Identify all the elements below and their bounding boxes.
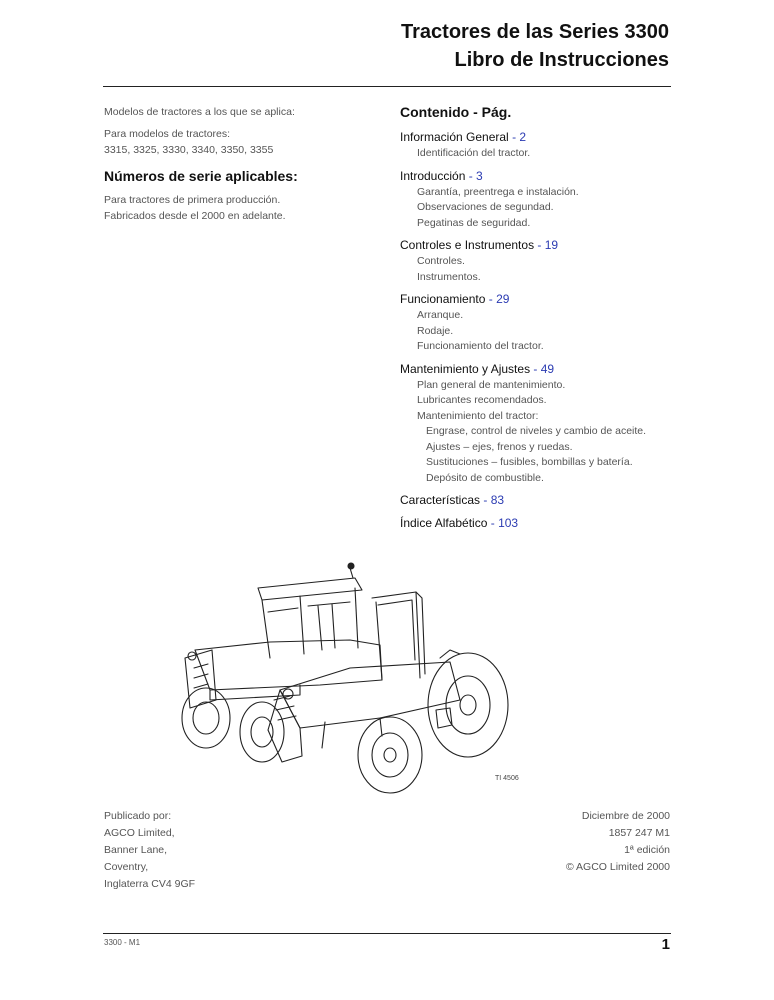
toc-section-title [400,515,700,532]
edition-block [566,808,670,876]
title-line-2: Libro de Instrucciones [454,49,669,71]
toc-section [400,129,700,162]
toc-page-link[interactable]: 19 [544,238,559,252]
toc-separator: - [485,292,497,306]
publisher-line: Publicado por: [104,810,172,822]
toc-section [400,291,700,355]
toc-item: Identificación del tractor. [417,147,531,159]
models-list: 3315, 3325, 3330, 3340, 3350, 3355 [104,144,274,156]
edition-number: 1ª edición [624,844,670,856]
document-title [401,18,669,74]
toc-page-link[interactable]: 3 [476,168,483,183]
models-intro: Modelos de tractores a los que se aplica: [104,106,295,118]
footer-rule [103,933,671,934]
toc-item: Engrase, control de niveles y cambio de aceite. [426,425,647,437]
models-for: Para modelos de tractores: [104,128,231,140]
platform-tractor-drawing [268,592,508,793]
contents-heading: Contenido - Pág. [400,104,512,120]
toc-section-label: Funcionamiento [400,292,486,306]
toc-section [400,237,700,285]
toc-separator: - [530,361,541,376]
toc-item: Ajustes – ejes, frenos y ruedas. [426,440,573,453]
toc-item: Funcionamiento del tractor. [417,340,544,352]
serial-line-2: Fabricados desde el 2000 en adelante. [104,210,286,222]
toc-item: Sustituciones – fusibles, bombillas y batería. [426,456,633,468]
toc-section-label: Controles e Instrumentos [400,238,535,252]
toc-item: Observaciones de segundad. [417,201,554,213]
toc-page-link[interactable]: 2 [519,130,527,144]
copyright: © AGCO Limited 2000 [565,861,670,873]
toc-item: Instrumentos. [417,270,481,283]
publisher-line: Banner Lane, [104,844,168,856]
toc-page-link[interactable]: 29 [496,292,510,306]
toc-item: Rodaje. [417,324,454,337]
toc-section-label: Información General [400,130,509,144]
toc-section [400,168,700,232]
illustration-code: TI 4506 [495,775,519,782]
models-column [104,104,374,224]
toc-section-label: Características [400,493,481,507]
toc-section-title [400,237,700,254]
toc-separator: - [534,238,545,252]
footer-code: 3300 - M1 [104,938,141,947]
publisher-line: Coventry, [104,861,149,873]
toc-section-label: Mantenimiento y Ajustes [400,361,531,376]
toc-separator: - [480,493,491,507]
toc-page-link[interactable]: 83 [490,493,505,507]
toc-section [400,515,700,532]
toc-section [400,361,700,487]
toc-item: Arranque. [417,309,464,321]
part-number: 1857 247 M1 [608,827,670,839]
tractor-illustration [150,550,540,800]
page-number: 1 [661,936,670,953]
toc-section-title [400,168,700,185]
toc-item: Depósito de combustible. [426,471,544,484]
toc-section-title [400,361,700,378]
toc-item: Plan general de mantenimiento. [417,378,566,391]
toc-section [400,492,700,509]
toc-item: Lubricantes recomendados. [417,394,547,406]
toc-list [400,129,700,532]
table-of-contents [400,104,700,538]
edition-date: Diciembre de 2000 [581,810,670,822]
toc-section-title [400,129,700,146]
toc-separator: - [465,168,477,183]
toc-item: Mantenimiento del tractor: [417,409,539,422]
cab-tractor-drawing [182,563,382,762]
toc-page-link[interactable]: 103 [498,516,519,530]
toc-separator: - [487,516,499,530]
publisher-block [104,808,195,893]
title-line-1: Tractores de las Series 3300 [401,21,669,43]
toc-item: Garantía, preentrega e instalación. [417,185,579,198]
toc-section-label: Índice Alfabético [400,516,488,530]
toc-section-label: Introducción [400,168,466,183]
publisher-line: AGCO Limited, [104,827,175,839]
publisher-line: Inglaterra CV4 9GF [104,878,196,890]
toc-separator: - [508,130,520,144]
toc-section-title [400,291,700,308]
toc-item: Controles. [417,255,465,267]
serial-line-1: Para tractores de primera producción. [104,194,281,206]
toc-section-title [400,492,700,509]
toc-page-link[interactable]: 49 [540,361,555,376]
serial-heading: Números de serie aplicables: [104,168,298,184]
title-rule [103,86,671,87]
toc-item: Pegatinas de seguridad. [417,216,531,229]
